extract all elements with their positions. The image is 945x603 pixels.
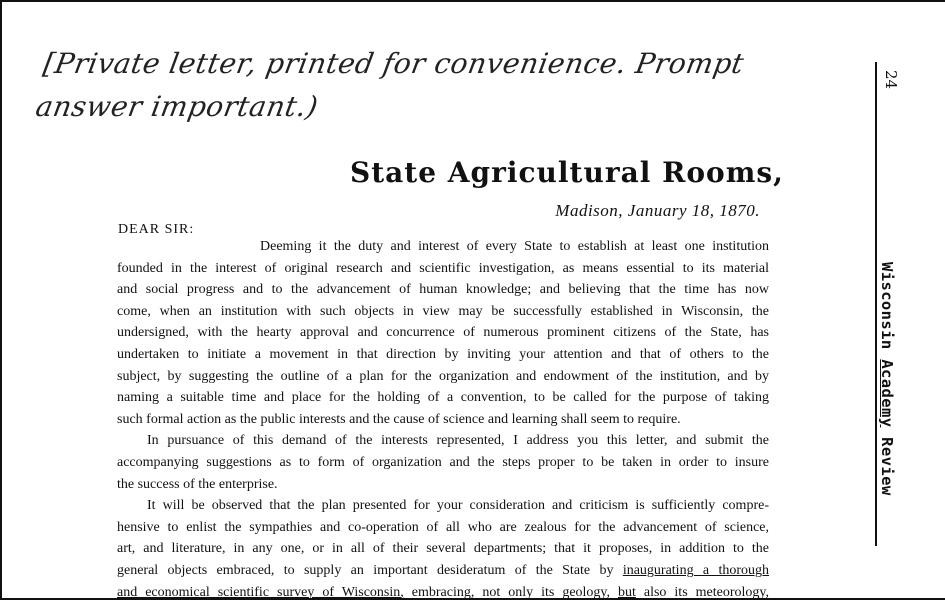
body-line: It will be observed that the plan presented for your consideration and criticism is sufficiently compre- [117,495,769,517]
salutation: DEAR SIR: [118,222,194,238]
handwritten-note: [Private letter, printed for convenience. Prompt answer important.) [32,42,847,128]
underlined-word: but [618,585,636,600]
journal-title-part-c: Review [878,427,896,495]
body-line: accompanying suggestions as to form of organization and the steps proper to be taken in order to insure [117,452,769,474]
body-line-part: also its meteorology, [636,585,769,600]
body-line: hensive to enlist the sympathies and co-operation of all who are zealous for the advancement of science, [117,517,769,539]
body-line: undersigned, with the hearty approval and concurrence of numerous prominent citizens of the State, has [117,322,769,344]
underlined-phrase: and economical scientific survey of Wisconsin, [117,585,404,600]
margin-rule [875,62,877,546]
body-line: art, and literature, in any one, or in all of their several departments; that it proposes, in addition to the [117,538,769,560]
journal-title-part-a: Wisconsin [878,262,896,359]
body-line: the success of the enterprise. [117,474,769,496]
body-line-underlined [117,560,769,582]
letterhead-heading: State Agricultural Rooms, [350,156,784,189]
body-line-part: embracing, not only its geology, [404,585,618,600]
body-line: subject, by suggesting the outline of a plan for the organization and endowment of the institution, and by [117,366,769,388]
body-line: founded in the interest of original research and scientific investigation, as means essential to its material [117,258,769,280]
dateline: Madison, January 18, 1870. [555,201,760,221]
letter-body [117,236,769,603]
journal-title-part-b: Academy [878,359,896,427]
journal-title [878,262,896,496]
body-line: come, when an institution with such objects in view may be successfully established in Wisconsin, the [117,301,769,323]
body-line: naming a suitable time and place for the holding of a convention, to be called for the purpose of taking [117,387,769,409]
body-line: In pursuance of this demand of the interests represented, I address you this letter, and submit the [117,430,769,452]
body-line: Deeming it the duty and interest of every State to establish at least one institution [117,236,769,258]
underlined-phrase: inaugurating a thorough [623,563,769,578]
body-line: undertaken to initiate a movement in that direction by inviting your attention and that of others to the [117,344,769,366]
page-number: 24 [882,70,900,89]
body-line-part: general objects embraced, to supply an important desideratum of the State by [117,563,623,578]
body-line: and social progress and to the advancement of human knowledge; and believing that the time has now [117,279,769,301]
body-line: such formal action as the public interests and the cause of science and learning shall seem to require. [117,409,769,431]
